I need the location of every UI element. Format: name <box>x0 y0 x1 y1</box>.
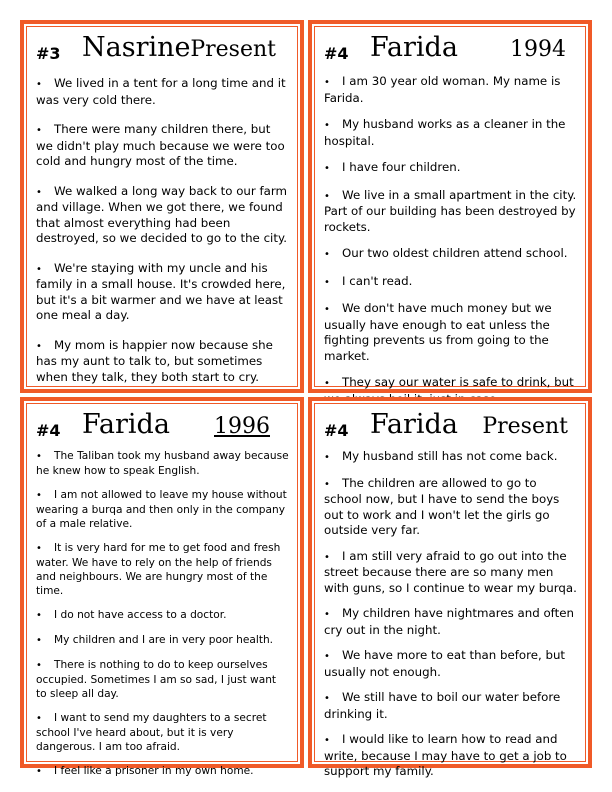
list-item: • My husband works as a cleaner in the hospital. <box>324 117 566 148</box>
list-item: • We're staying with my uncle and his family in a small house. It's crowded here, but it's a bit warmer and we have at least one meal a day. <box>36 260 286 322</box>
card-header <box>324 409 576 443</box>
list-item: • My husband still has not come back. <box>324 449 558 463</box>
list-item: • We still have to boil our water before drinking it. <box>324 690 561 721</box>
list-item: • There is nothing to do to keep ourselves occupied. Sometimes I am so sad, I just want to sleep all day. <box>36 659 277 700</box>
list-item: • My children and I are in very poor health. <box>36 634 274 646</box>
list-item: • We live in a small apartment in the city. Part of our building has been destroyed by rockets. <box>324 187 577 234</box>
card-name: Farida <box>370 409 458 440</box>
list-item: • We have more to eat than before, but usually not enough. <box>324 648 566 679</box>
list-item: • The Taliban took my husband away because he knew how to speak English. <box>36 450 289 477</box>
list-item: • We walked a long way back to our farm and village. When we got there, we found that almost everything had been destroyed, so we decided to go to the city. <box>36 183 288 245</box>
list-item: • There were many children there, but we didn't play much because we were too cold and hungry most of the time. <box>36 122 285 168</box>
list-item: • I want to send my daughters to a secret school I've heard about, but it is very dangerous. I am too afraid. <box>36 712 267 753</box>
list-item: • My mom is happier now because she has my aunt to talk to, but sometimes when they talk, they both start to cry. <box>36 337 273 384</box>
card-era: Present <box>482 414 568 439</box>
card-body <box>36 76 290 393</box>
list-item: • They say our water is safe to drink, but <box>324 375 574 389</box>
card-era: 1996 <box>214 414 270 439</box>
card-name: Farida <box>82 409 170 440</box>
card-body <box>36 449 290 787</box>
list-item: • It is very hard for me to get food and fresh water. We have to rely on the help of friends and neighbours. We are hungry most of the time. <box>36 542 281 597</box>
card-farida-present <box>308 397 592 778</box>
card-number: #4 <box>324 421 349 440</box>
card-header <box>36 32 288 66</box>
card-number: #4 <box>324 44 349 63</box>
card-header <box>36 409 288 443</box>
card-nasrine-present <box>20 20 304 393</box>
card-era: Present <box>190 37 276 62</box>
list-item: • The children are allowed to go to school now, but I have to send the boys out to work and I won't let the girls go outside very far. <box>324 475 560 537</box>
card-body <box>324 74 578 415</box>
card-farida-1996 <box>20 397 304 777</box>
card-farida-1994 <box>308 20 592 393</box>
list-item: • I do not have access to a doctor. <box>36 609 227 621</box>
list-item: • I have four children. <box>324 160 461 174</box>
list-item: • I feel like a prisoner in my own home. <box>36 765 254 777</box>
card-body <box>324 449 578 788</box>
list-item: • I am 30 year old woman. My name is Farida. <box>324 74 561 105</box>
card-name: Nasrine <box>82 32 191 63</box>
card-era: 1994 <box>510 37 566 62</box>
list-item: • I can't read. <box>324 273 413 288</box>
card-number: #4 <box>36 421 61 440</box>
list-item: • My children have nightmares and often cry out in the night. <box>324 606 574 637</box>
list-item: • We lived in a tent for a long time and it was very cold there. <box>36 76 286 107</box>
card-header <box>324 32 576 66</box>
card-name: Farida <box>370 32 458 63</box>
list-item: • We don't have much money but we usually have enough to eat unless the fighting prevents us from going to the market. <box>324 301 552 363</box>
list-item: • Our two oldest children attend school. <box>324 246 568 260</box>
list-item: • I would like to learn how to read and write, because I may have to get a job to support my family. <box>324 732 567 778</box>
card-number: #3 <box>36 44 61 63</box>
list-item: • I am not allowed to leave my house without wearing a burqa and then only in the company of a male relative. <box>36 489 287 530</box>
list-item: • I am still very afraid to go out into the street because there are so many men with guns, so I continue to wear my burqa. <box>324 548 577 595</box>
